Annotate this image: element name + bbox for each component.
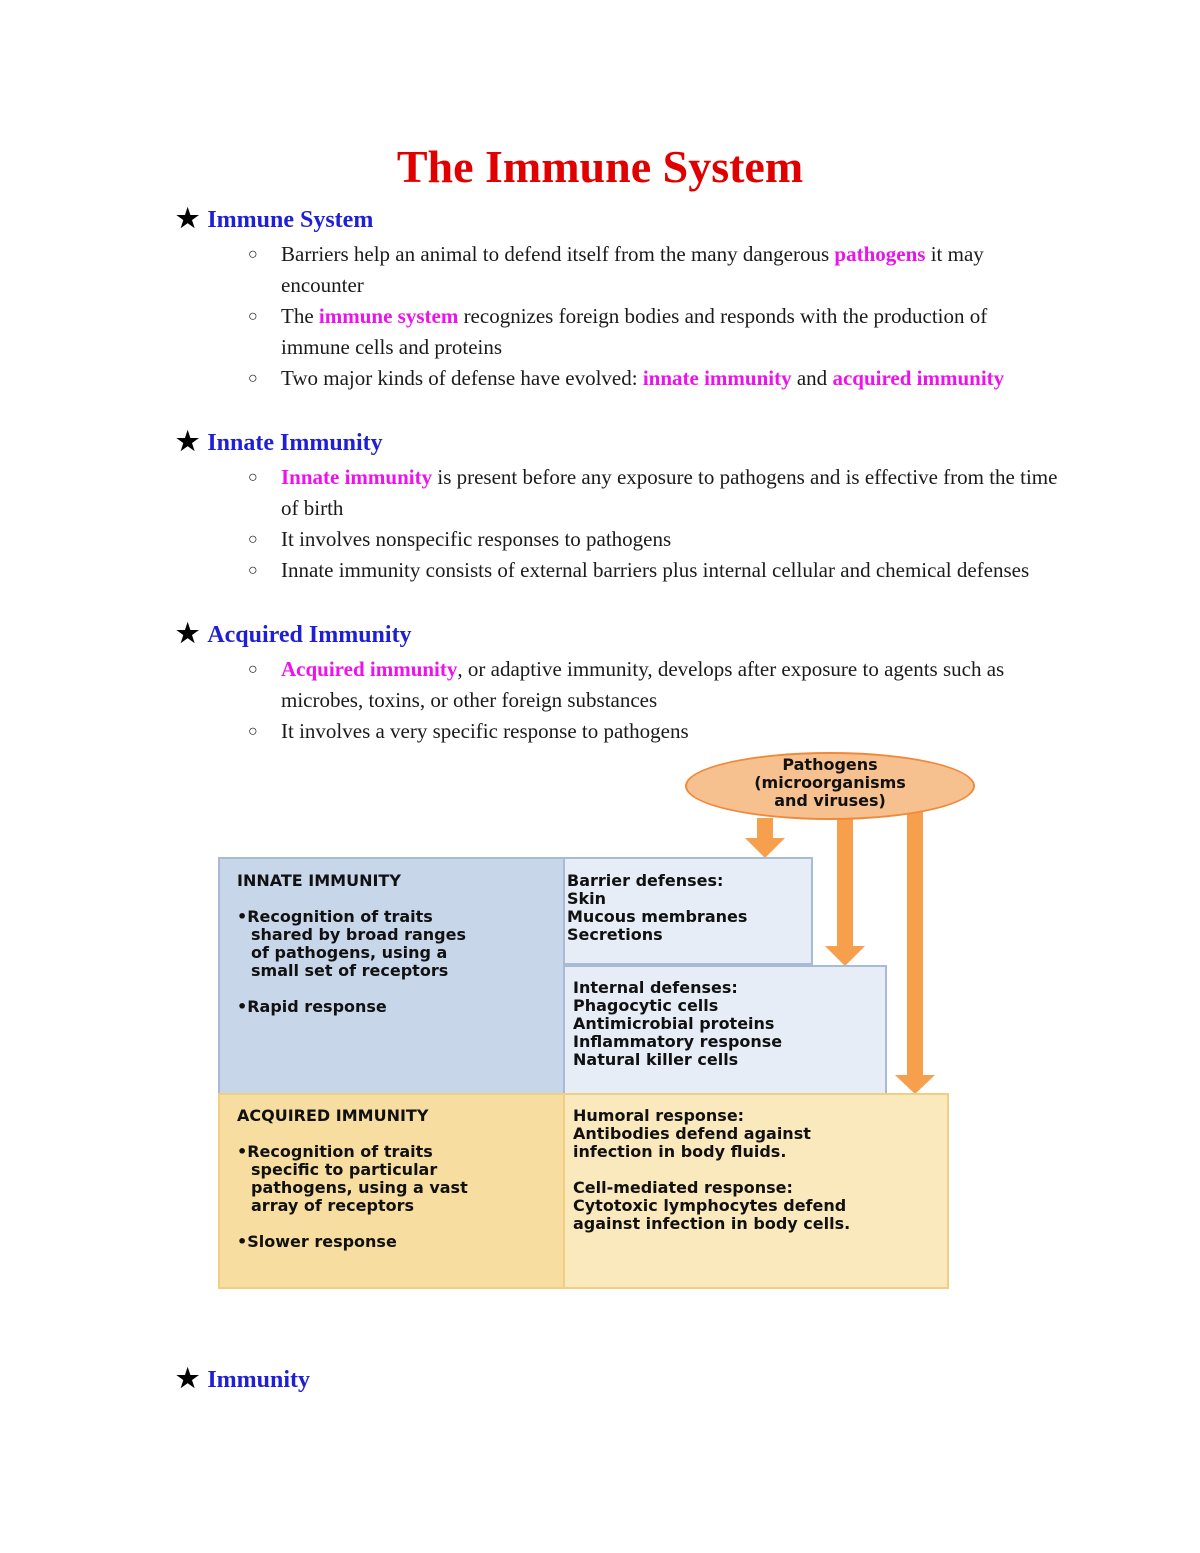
- page-title: The Immune System: [396, 141, 804, 192]
- arrow-barrier-head: [745, 838, 785, 858]
- heading-text: Immune System: [207, 207, 374, 233]
- list-item: ○ Innate immunity consists of external barriers plus internal cellular and chemical defenses: [281, 555, 1061, 586]
- list-item: ○ Two major kinds of defense have evolved: innate immunity and acquired immunity: [281, 363, 1061, 394]
- barrier-box-text: Barrier defenses: Skin Mucous membranes Secretions: [567, 871, 748, 944]
- pathogens-label: Pathogens (microorganisms and viruses): [754, 755, 906, 810]
- heading-text: Immunity: [207, 1367, 310, 1393]
- innate-box-bullet: •Recognition of traits shared by broad ranges of pathogens, using a small set of receptors: [237, 907, 466, 980]
- list-item: ○ It involves nonspecific responses to pathogens: [281, 524, 1061, 555]
- internal-box-text: Internal defenses: Phagocytic cells Antimicrobial proteins Inflammatory response Natural killer cells: [573, 978, 783, 1069]
- response-box-text: Humoral response: Antibodies defend against infection in body fluids. Cell-mediated response: Cytotoxic lymphocytes defend against infection in body cells.: [573, 1106, 851, 1233]
- list-item: ○ The immune system recognizes foreign bodies and responds with the production of immune cells and proteins: [281, 301, 1061, 363]
- list-item: ○ Acquired immunity, or adaptive immunity, develops after exposure to agents such as microbes, toxins, or other foreign substances: [281, 654, 1061, 716]
- arrow-internal-head: [825, 946, 865, 966]
- heading-text: Acquired Immunity: [207, 622, 412, 648]
- arrow-acquired-shaft: [907, 812, 923, 1077]
- heading-text: Innate Immunity: [207, 430, 383, 456]
- acquired-box-bullet-2: •Slower response: [237, 1232, 397, 1251]
- list-item: ○ Barriers help an animal to defend itself from the many dangerous pathogens it may encounter: [281, 239, 1061, 301]
- innate-box-title: INNATE IMMUNITY: [237, 871, 401, 890]
- acquired-box-bullet: •Recognition of traits specific to particular pathogens, using a vast array of receptors: [237, 1142, 468, 1215]
- list-item: ○ It involves a very specific response to pathogens: [281, 716, 1061, 747]
- list-item: ○ Innate immunity is present before any exposure to pathogens and is effective from the time of birth: [281, 462, 1061, 524]
- star-icon: ★: [176, 1364, 200, 1393]
- arrow-acquired-head: [895, 1075, 935, 1094]
- section-heading-immunity: [176, 1364, 310, 1394]
- star-icon: ★: [176, 427, 200, 456]
- star-icon: ★: [176, 204, 200, 233]
- innate-box-bullet-2: •Rapid response: [237, 997, 387, 1016]
- arrow-internal-shaft: [837, 818, 853, 948]
- star-icon: ★: [176, 619, 200, 648]
- acquired-box-title: ACQUIRED IMMUNITY: [237, 1106, 429, 1125]
- arrow-barrier-shaft: [757, 818, 773, 840]
